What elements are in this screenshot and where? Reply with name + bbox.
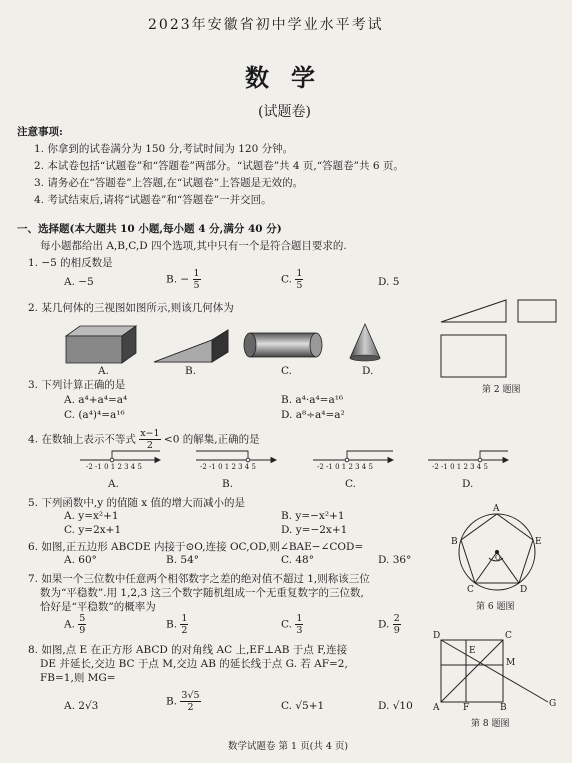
subject-title: 数学 [245, 63, 337, 92]
solid-cone [350, 324, 380, 361]
q7-option-d: D. $\frac{2}{9}$ [378, 613, 400, 636]
question-7-line3: 恰好是“平稳数”的概率为 [40, 601, 156, 613]
fig6-point-e: E [535, 537, 542, 547]
fig8-point-b: B [500, 703, 507, 713]
fig8-caption: 第 8 题图 [471, 719, 510, 729]
q6-option-d: D. 36° [378, 554, 412, 566]
q5-option-c: C. y=2x+1 [64, 524, 122, 536]
q3-option-a: A. a⁴+a⁴=a⁴ [64, 394, 128, 406]
q4-ticks-c: -2 -1 0 1 2 3 4 5 [317, 463, 373, 471]
notes-item: 3. 请务必在“答题卷”上答题,在“试题卷”上答题是无效的。 [34, 177, 304, 189]
q8-option-c: C. √5+1 [281, 700, 325, 712]
q4-option-d: D. [462, 478, 474, 490]
q1-option-a: A. −5 [64, 276, 94, 288]
question-6: 6. 如图,正五边形 ABCDE 内接于⊙O,连接 OC,OD,则∠BAE−∠COD= [28, 541, 364, 553]
fig6-point-o: O [495, 554, 501, 562]
notes-item: 1. 你拿到的试卷满分为 150 分,考试时间为 120 分钟。 [34, 143, 294, 155]
fig6-point-b: B [451, 537, 458, 547]
question-7-line1: 7. 如果一个三位数中任意两个相邻数字之差的绝对值不超过 1,则称该三位 [28, 573, 370, 585]
q2-three-views [441, 300, 556, 377]
q4-ticks-a: -2 -1 0 1 2 3 4 5 [86, 463, 142, 471]
question-8-line2: DE 并延长,交边 BC 于点 M,交边 AB 的延长线于点 G. 若 AF=2, [40, 658, 348, 670]
solid-cylinder [244, 333, 322, 357]
solid-wedge [154, 330, 228, 362]
q6-option-a: A. 60° [64, 554, 97, 566]
q4-number-lines [80, 451, 508, 463]
fig2-caption: 第 2 题图 [482, 385, 521, 395]
q1-option-c: C. $\frac{1}{5}$ [281, 268, 303, 291]
fig6-point-c: C [467, 585, 474, 595]
question-8-line1: 8. 如图,点 E 在正方形 ABCD 的对角线 AC 上,EF⊥AB 于点 F,连接 [28, 644, 348, 656]
q1-option-d: D. 5 [378, 276, 400, 288]
q2-label-d: D. [362, 365, 374, 377]
q2-label-c: C. [281, 365, 292, 377]
exam-title: 2023年安徽省初中学业水平考试 [148, 17, 384, 33]
notes-heading: 注意事项: [17, 126, 63, 138]
solid-cuboid [66, 326, 136, 363]
q4-option-b: B. [222, 478, 234, 490]
q8-option-d: D. √10 [378, 700, 413, 712]
q4-option-a: A. [108, 478, 119, 490]
fig8-point-a: A [433, 703, 440, 713]
q2-label-a: A. [98, 365, 109, 377]
q8-option-a: A. 2√3 [64, 700, 99, 712]
paper-type: (试题卷) [258, 104, 311, 120]
q7-option-c: C. $\frac{1}{3}$ [281, 613, 303, 636]
q7-option-a: A. $\frac{5}{9}$ [64, 613, 86, 636]
q4-ticks-d: -2 -1 0 1 2 3 4 5 [432, 463, 488, 471]
fig6-caption: 第 6 题图 [476, 602, 515, 612]
fig8-point-f: F [463, 703, 470, 713]
q8-option-b: B. $\frac{3√5}{2}$ [166, 690, 200, 713]
q6-option-c: C. 48° [281, 554, 314, 566]
q5-option-d: D. y=−2x+1 [281, 524, 348, 536]
q3-option-b: B. a⁴·a⁴=a¹⁶ [281, 394, 344, 406]
question-1: 1. −5 的相反数是 [28, 257, 113, 269]
q4-option-c: C. [345, 478, 356, 490]
section-heading: 一、选择题(本大题共 10 小题,每小题 4 分,满分 40 分) [17, 223, 282, 235]
q6-option-b: B. 54° [166, 554, 200, 566]
question-5: 5. 下列函数中,y 的值随 x 值的增大而减小的是 [28, 497, 246, 509]
fig6-point-a: A [493, 504, 500, 514]
q5-option-b: B. y=−x²+1 [281, 510, 345, 522]
question-7-line2: 数为“平稳数”.用 1,2,3 这三个数字随机组成一个无重复数字的三位数, [40, 587, 364, 599]
notes-item: 4. 考试结束后,请将“试题卷”和“答题卷”一并交回。 [34, 194, 272, 206]
q7-option-b: B. $\frac{1}{2}$ [166, 613, 188, 636]
q4-ticks-b: -2 -1 0 1 2 3 4 5 [200, 463, 256, 471]
fig8-point-d: D [433, 631, 441, 641]
fig8-point-m: M [506, 658, 516, 668]
fig8-point-g: G [549, 699, 557, 709]
question-4: 4. 在数轴上表示不等式 $\frac{x-1}{2}$ <0 的解集,正确的是 [28, 428, 260, 451]
fig6-point-d: D [520, 585, 528, 595]
q1-option-b: B. − $\frac{1}{5}$ [166, 268, 200, 291]
q5-option-a: A. y=x²+1 [64, 510, 119, 522]
fig8-point-e: E [469, 646, 476, 656]
q2-label-b: B. [185, 365, 197, 377]
q6-figure [459, 514, 535, 590]
question-8-line3: FB=1,则 MG= [40, 672, 116, 684]
question-3: 3. 下列计算正确的是 [28, 379, 126, 391]
q8-figure [441, 640, 548, 702]
fig8-point-c: C [505, 631, 512, 641]
section-instruction: 每小题都给出 A,B,C,D 四个选项,其中只有一个是符合题目要求的. [40, 240, 347, 252]
q3-option-c: C. (a⁴)⁴=a¹⁶ [64, 409, 125, 421]
notes-item: 2. 本试卷包括“试题卷”和“答题卷”两部分。“试题卷”共 4 页,“答题卷”共 6 页。 [34, 160, 404, 172]
q3-option-d: D. a⁸÷a⁴=a² [281, 409, 345, 421]
question-2: 2. 某几何体的三视图如图所示,则该几何体为 [28, 302, 234, 314]
page-footer: 数学试题卷 第 1 页(共 4 页) [228, 741, 349, 752]
